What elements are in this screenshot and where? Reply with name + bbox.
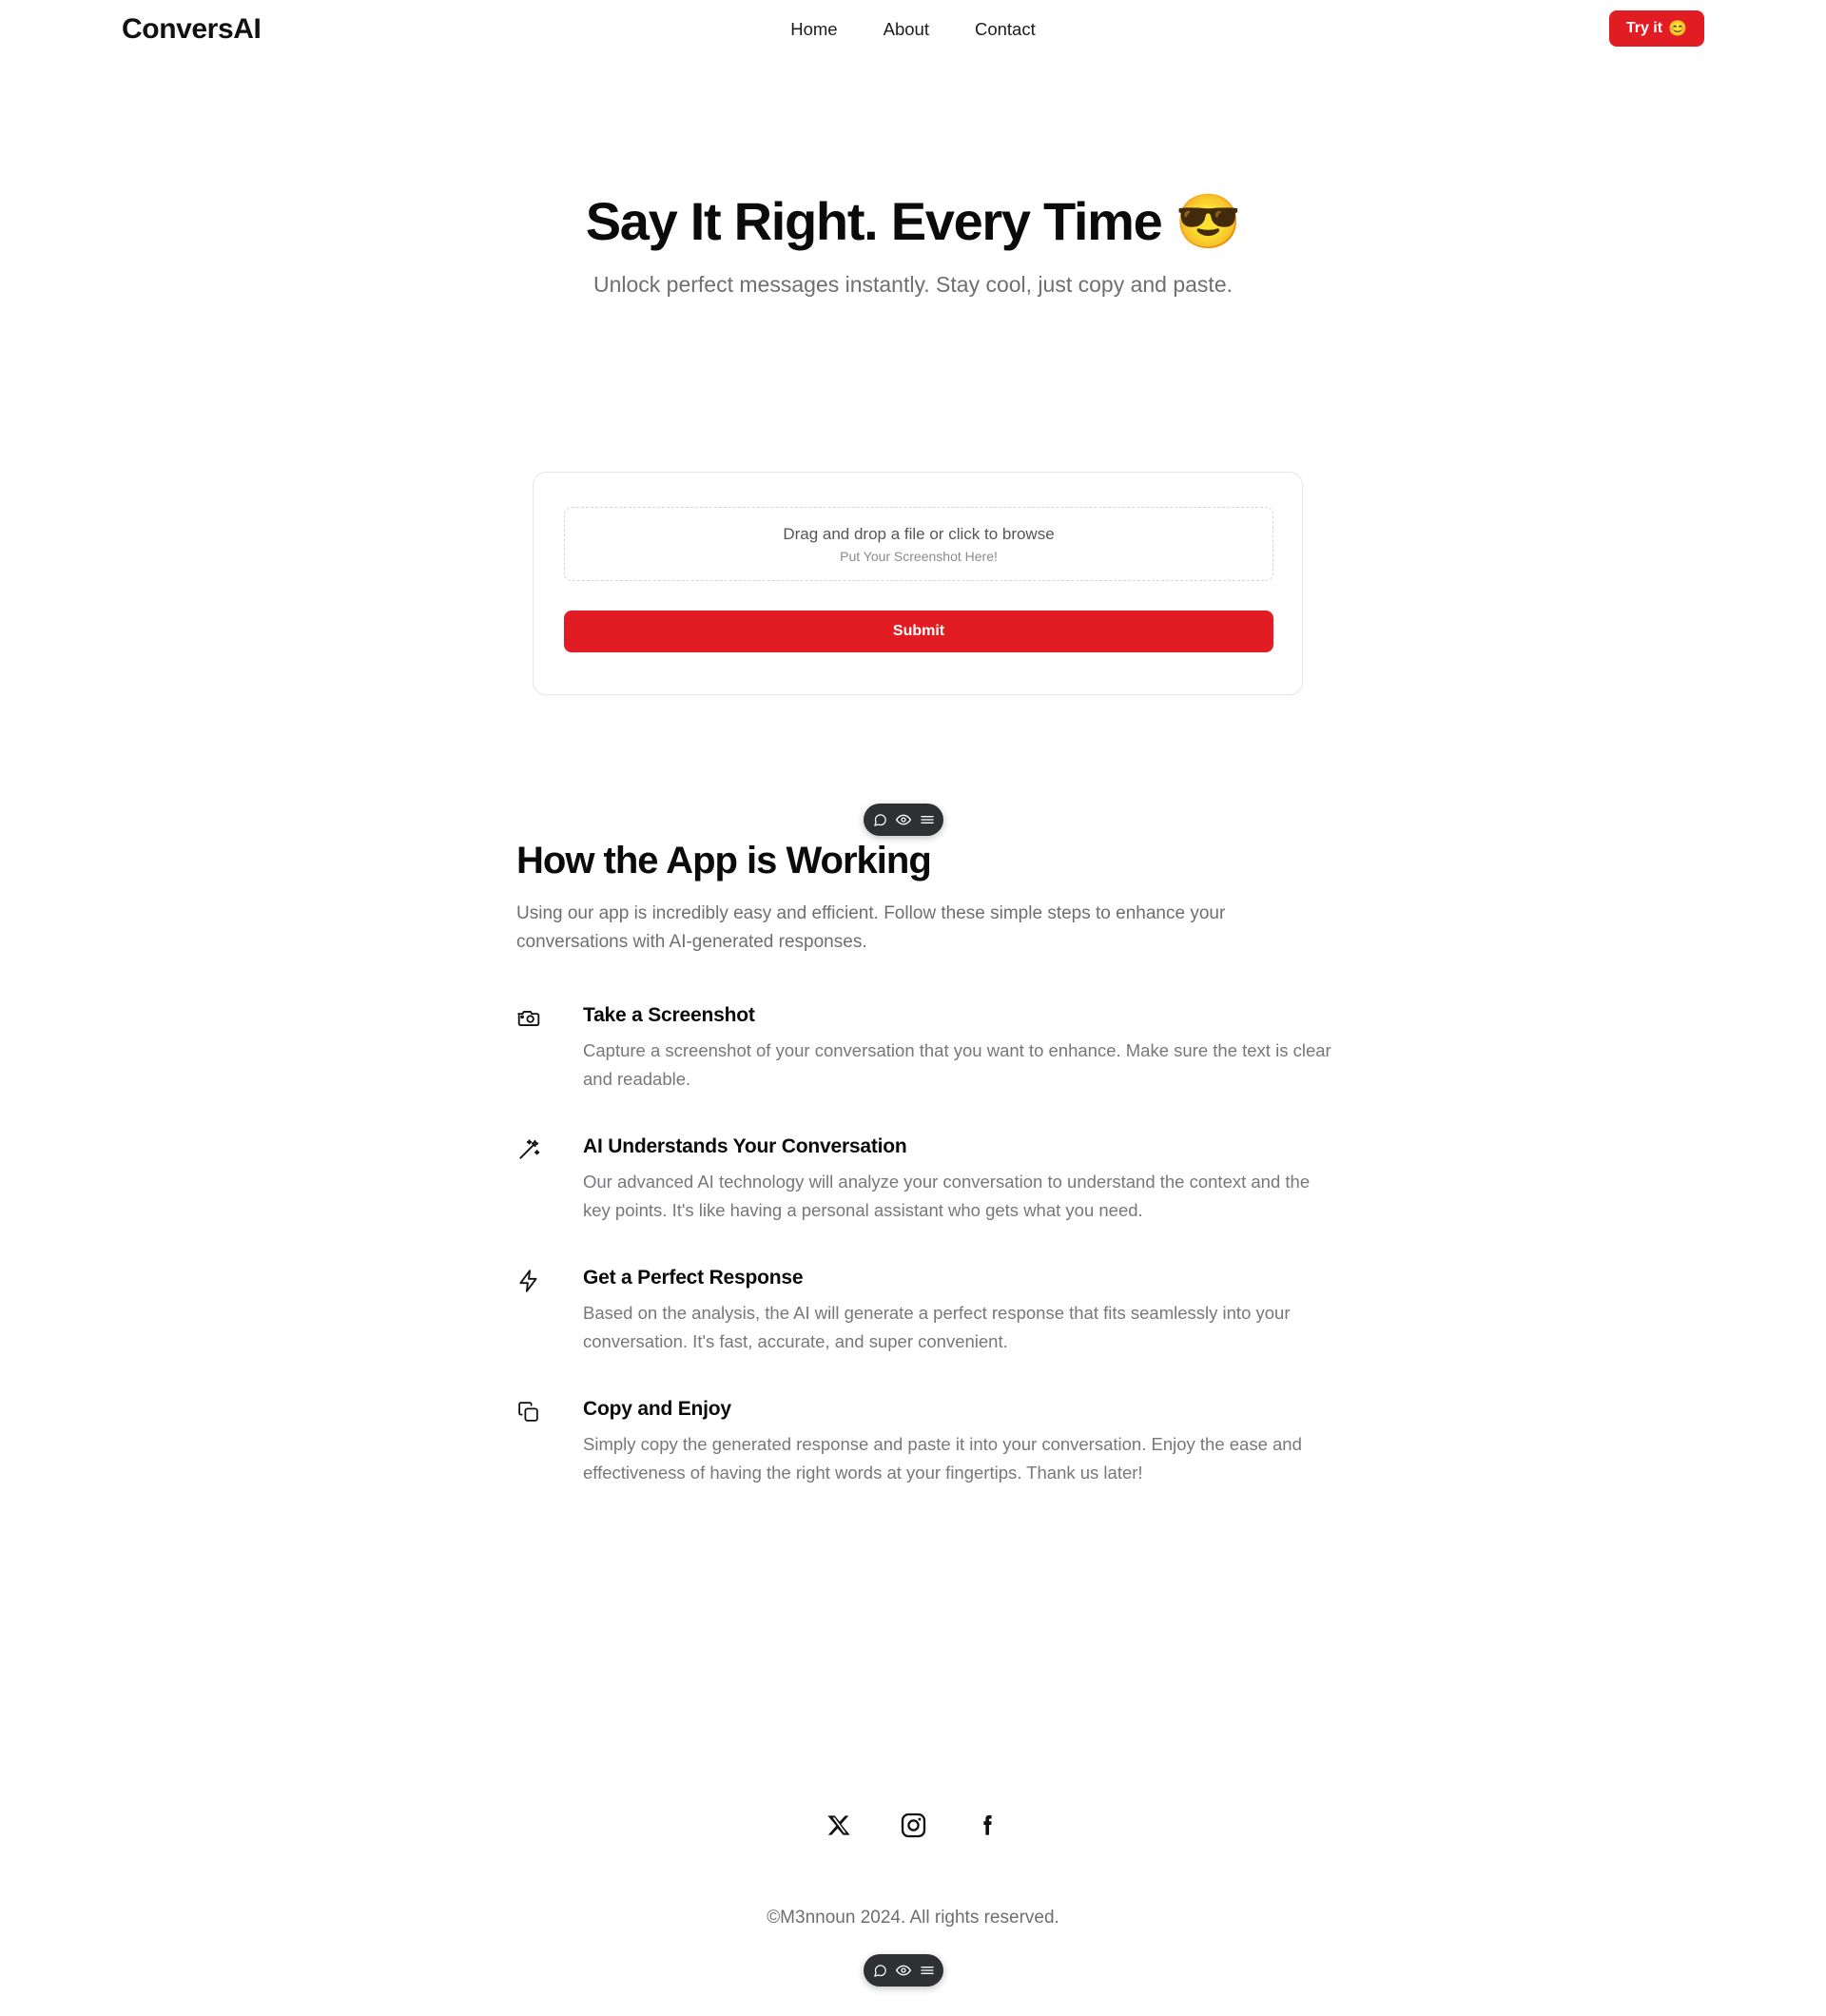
floating-widget-toolbar-bottom[interactable] [864, 1954, 943, 1987]
step-text: Our advanced AI technology will analyze your conversation to understand the context and the key points. It's like having a personal assistant who gets what you need. [583, 1172, 1311, 1220]
comment-icon[interactable] [873, 813, 887, 827]
step-text: Simply copy the generated response and paste it into your conversation. Enjoy the ease and effectiveness of having the right words at your fingertips. Thank us later! [583, 1434, 1302, 1483]
try-it-button[interactable] [1609, 10, 1704, 47]
nav-item-contact[interactable]: Contact [974, 19, 1036, 39]
smiley-icon: 😊 [1668, 21, 1687, 37]
list-item [516, 1002, 1334, 1094]
upload-card [533, 472, 1303, 695]
camera-icon [516, 1002, 583, 1094]
floating-widget-toolbar-top[interactable] [864, 804, 943, 836]
main-nav [0, 19, 1826, 40]
copyright-text: ©M3nnoun 2024. All rights reserved. [767, 1908, 1059, 1928]
lightning-bolt-icon [516, 1265, 583, 1356]
section-description: Using our app is incredibly easy and efficient. Follow these simple steps to enhance your conversations with AI-generated responses. [516, 903, 1226, 952]
copy-icon [516, 1396, 583, 1487]
hero-title-text: Say It Right. Every Time [585, 191, 1162, 251]
site-footer [0, 1812, 1826, 1929]
try-it-label: Try it [1625, 20, 1663, 36]
section-title: How the App is Working [516, 840, 931, 882]
nav-item-home[interactable]: Home [790, 19, 838, 39]
facebook-icon[interactable] [975, 1812, 1000, 1838]
eye-icon[interactable] [896, 812, 911, 827]
magic-wand-icon [516, 1134, 583, 1225]
social-links [0, 1812, 1826, 1839]
step-text: Capture a screenshot of your conversation that you want to enhance. Make sure the text is clear and readable. [583, 1040, 1331, 1089]
nav-item-about[interactable]: About [883, 19, 929, 39]
site-header [0, 0, 1826, 63]
step-title: Take a Screenshot [583, 1004, 755, 1026]
brand-logo[interactable]: ConversAI [122, 13, 262, 45]
steps-list [516, 1002, 1334, 1487]
step-title: Copy and Enjoy [583, 1398, 731, 1420]
list-item [516, 1396, 1334, 1487]
eye-icon[interactable] [896, 1963, 911, 1978]
dropzone-main-label: Drag and drop a file or click to browse [783, 524, 1055, 543]
step-title: AI Understands Your Conversation [583, 1135, 907, 1157]
instagram-icon[interactable] [900, 1812, 927, 1839]
dropzone-sub-label: Put Your Screenshot Here! [840, 548, 998, 564]
hero-subtitle: Unlock perfect messages instantly. Stay cool, just copy and paste. [592, 272, 1234, 297]
list-item [516, 1265, 1334, 1356]
page-title [0, 190, 1826, 253]
x-twitter-icon[interactable] [826, 1812, 852, 1838]
list-item [516, 1134, 1334, 1225]
comment-icon[interactable] [873, 1964, 887, 1978]
menu-icon[interactable] [920, 812, 935, 827]
sunglasses-emoji-icon: 😎 [1175, 191, 1241, 251]
step-title: Get a Perfect Response [583, 1267, 804, 1289]
hero-section [0, 190, 1826, 299]
how-it-works-section [516, 837, 1334, 1527]
file-dropzone[interactable] [564, 507, 1273, 581]
step-text: Based on the analysis, the AI will generate a perfect response that fits seamlessly into your conversation. It's fast, accurate, and super convenient. [583, 1303, 1291, 1351]
menu-icon[interactable] [920, 1963, 935, 1978]
submit-button[interactable]: Submit [564, 611, 1273, 652]
